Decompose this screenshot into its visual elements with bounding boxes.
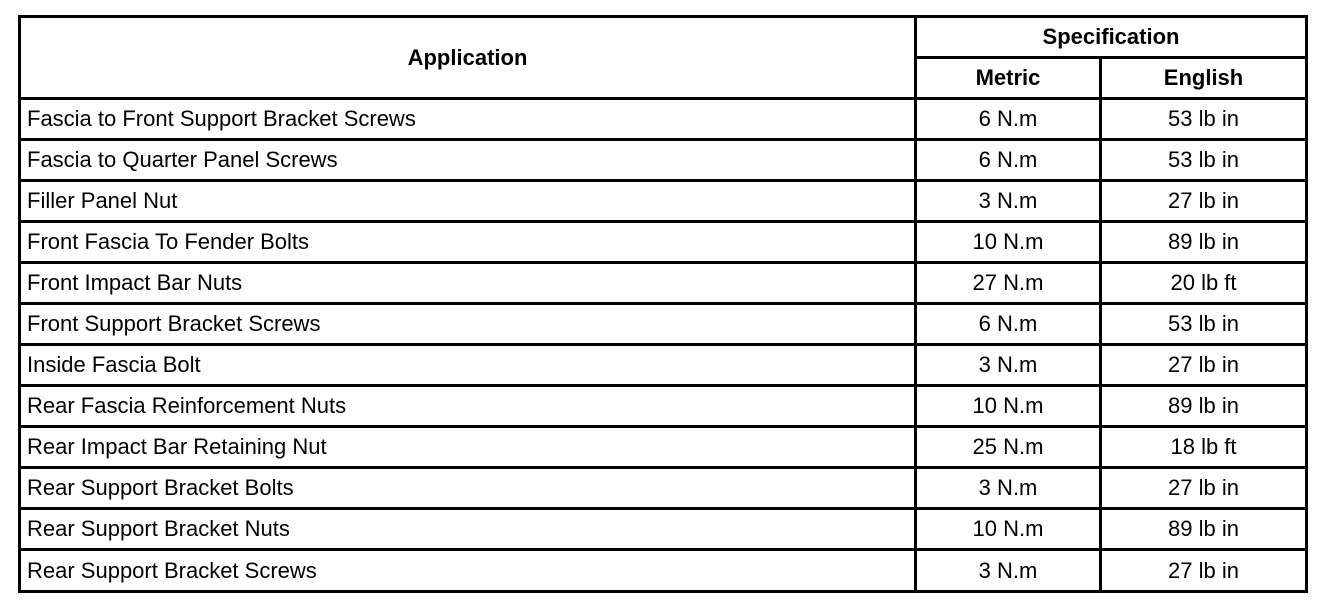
table-row [20, 427, 1307, 468]
application-cell: Filler Panel Nut [20, 181, 916, 222]
english-cell: 89 lb in [1101, 509, 1307, 550]
english-cell: 89 lb in [1101, 386, 1307, 427]
application-cell: Inside Fascia Bolt [20, 345, 916, 386]
metric-column-header: Metric [916, 58, 1101, 99]
table-row [20, 386, 1307, 427]
english-cell: 20 lb ft [1101, 263, 1307, 304]
table-row [20, 304, 1307, 345]
metric-cell: 6 N.m [916, 304, 1101, 345]
metric-cell: 6 N.m [916, 140, 1101, 181]
table-row [20, 509, 1307, 550]
metric-cell: 3 N.m [916, 550, 1101, 592]
english-cell: 53 lb in [1101, 140, 1307, 181]
metric-cell: 3 N.m [916, 181, 1101, 222]
table-row [20, 99, 1307, 140]
metric-cell: 10 N.m [916, 222, 1101, 263]
metric-cell: 25 N.m [916, 427, 1101, 468]
application-cell: Rear Support Bracket Nuts [20, 509, 916, 550]
metric-cell: 10 N.m [916, 386, 1101, 427]
english-cell: 89 lb in [1101, 222, 1307, 263]
english-cell: 18 lb ft [1101, 427, 1307, 468]
english-cell: 27 lb in [1101, 468, 1307, 509]
metric-cell: 10 N.m [916, 509, 1101, 550]
specification-column-header: Specification [916, 17, 1307, 58]
table-body [20, 99, 1307, 592]
english-column-header: English [1101, 58, 1307, 99]
table-row [20, 345, 1307, 386]
application-cell: Rear Fascia Reinforcement Nuts [20, 386, 916, 427]
metric-cell: 6 N.m [916, 99, 1101, 140]
table-row [20, 468, 1307, 509]
metric-cell: 3 N.m [916, 345, 1101, 386]
application-cell: Fascia to Front Support Bracket Screws [20, 99, 916, 140]
english-cell: 53 lb in [1101, 99, 1307, 140]
table-row [20, 140, 1307, 181]
application-cell: Front Impact Bar Nuts [20, 263, 916, 304]
english-cell: 27 lb in [1101, 181, 1307, 222]
application-cell: Rear Support Bracket Screws [20, 550, 916, 592]
application-cell: Rear Impact Bar Retaining Nut [20, 427, 916, 468]
english-cell: 27 lb in [1101, 345, 1307, 386]
metric-cell: 27 N.m [916, 263, 1101, 304]
application-cell: Rear Support Bracket Bolts [20, 468, 916, 509]
english-cell: 53 lb in [1101, 304, 1307, 345]
english-cell: 27 lb in [1101, 550, 1307, 592]
table-row [20, 181, 1307, 222]
table-row [20, 550, 1307, 592]
table-row [20, 222, 1307, 263]
application-cell: Fascia to Quarter Panel Screws [20, 140, 916, 181]
application-cell: Front Fascia To Fender Bolts [20, 222, 916, 263]
application-cell: Front Support Bracket Screws [20, 304, 916, 345]
torque-specification-table [18, 15, 1308, 593]
metric-cell: 3 N.m [916, 468, 1101, 509]
header-row-top [20, 17, 1307, 58]
table-header [20, 17, 1307, 99]
table-row [20, 263, 1307, 304]
application-column-header: Application [20, 17, 916, 99]
